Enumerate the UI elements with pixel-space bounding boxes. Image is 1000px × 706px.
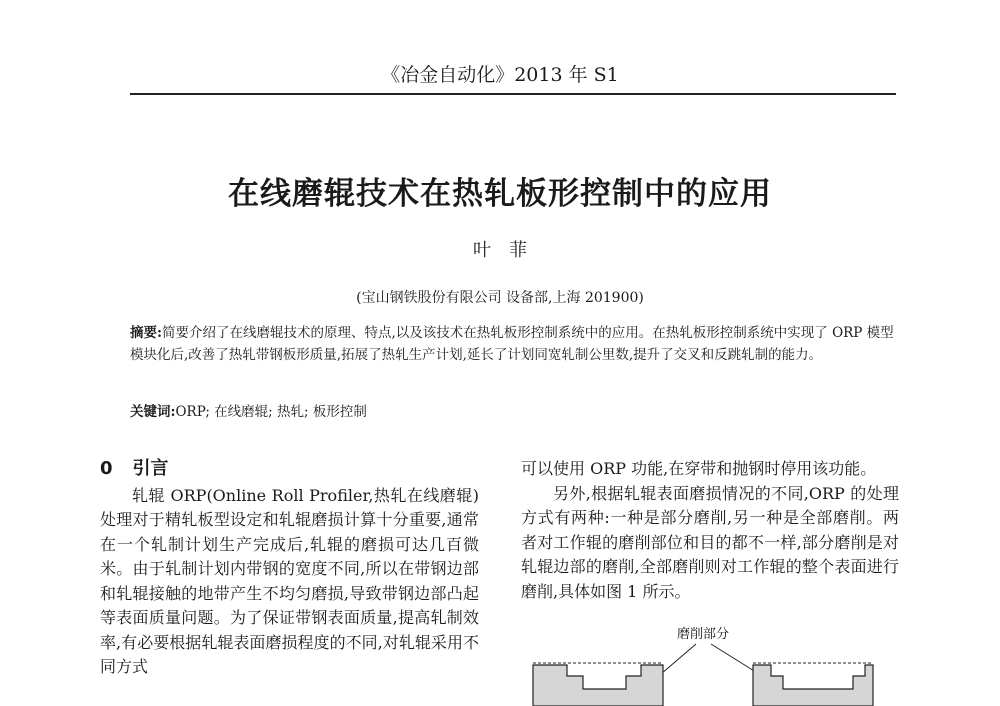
section-heading	[100, 457, 479, 482]
author: 叶 菲	[473, 240, 527, 261]
section-number: 0	[100, 458, 113, 479]
abstract-label: 摘要:	[130, 325, 162, 341]
figure-label: 磨削部分	[676, 627, 730, 642]
journal-header: 《冶金自动化》2013 年 S1	[381, 64, 619, 86]
keywords	[130, 400, 895, 420]
figure-1-grinding-diagram	[521, 618, 899, 706]
leader-line-right	[711, 644, 759, 674]
right-paragraph-continued: 可以使用 ORP 功能,在穿带和抛钢时停用该功能。	[521, 459, 877, 478]
keywords-label: 关键词:	[130, 404, 176, 420]
left-column	[100, 457, 479, 680]
roll-partial-grinding	[533, 665, 663, 706]
paper-title: 在线磨辊技术在热轧板形控制中的应用	[228, 176, 772, 212]
affiliation: (宝山钢铁股份有限公司 设备部,上海 201900)	[356, 290, 644, 306]
intro-paragraph: 轧辊 ORP(Online Roll Profiler,热轧在线磨辊)处理对于精轧板型设定和轧辊磨损计算十分重要,通常在一个轧制计划生产完成后,轧辊的磨损可达几百微米。由于轧制计划内带钢的宽度不同,所以在带钢边部和轧辊接触的地带产生不均匀磨损,导致带钢边部凸起等表面质量问题。为了保证带钢表面质量,提高轧制效率,有必要根据轧辊表面磨损程度的不同,对轧辊采用不同方式	[100, 485, 479, 676]
leader-line-left	[661, 644, 696, 674]
abstract	[130, 322, 895, 366]
right-column	[521, 457, 899, 604]
abstract-text: 简要介绍了在线磨辊技术的原理、特点,以及该技术在热轧板形控制系统中的应用。在热轧板形控制系统中实现了 ORP 模型模块化后,改善了热轧带钢板形质量,拓展了热轧生产计划,延长了计划同宽轧制公里数,提升了交叉和反跳轧制的能力。	[130, 325, 894, 363]
roll-full-grinding	[753, 665, 873, 706]
section-title: 引言	[132, 458, 169, 479]
header-rule	[130, 93, 896, 95]
right-paragraph: 另外,根据轧辊表面磨损情况的不同,ORP 的处理方式有两种:一种是部分磨削,另一种是全部磨削。两者对工作辊的磨削部位和目的都不一样,部分磨削是对轧辊边部的磨削,全部磨削则对工作辊的整个表面进行磨削,具体如图 1 所示。	[521, 483, 899, 601]
keywords-text: ORP; 在线磨辊; 热轧; 板形控制	[175, 404, 367, 420]
